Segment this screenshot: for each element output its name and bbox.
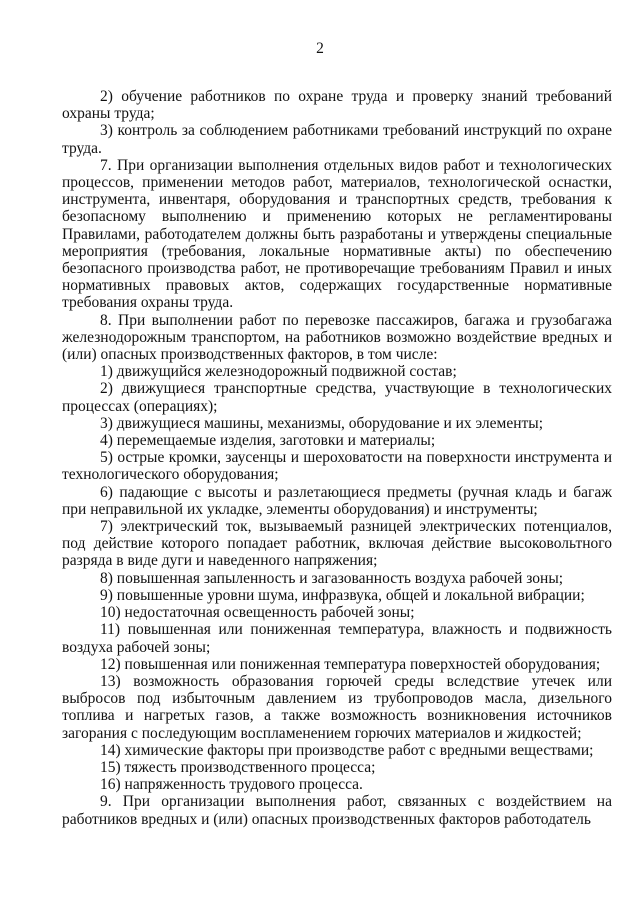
page-number: 2 <box>316 40 324 57</box>
paragraph: 8. При выполнении работ по перевозке пассажиров, багажа и грузобагажа железнодорожным транспортом, на работников возможно воздействие вредных и (или) опасных производственных факторов, в том числе: <box>62 311 612 364</box>
list-item: 10) недостаточная освещенность рабочей зоны; <box>100 604 415 622</box>
paragraph: 2) обучение работников по охране труда и проверку знаний требований охраны труда; <box>62 88 612 123</box>
list-item: 11) повышенная или пониженная температура, влажность и подвижность воздуха рабочей зоны; <box>62 621 612 656</box>
list-item: 9) повышенные уровни шума, инфразвука, общей и локальной вибрации; <box>100 586 585 604</box>
paragraph: 3) контроль за соблюдением работниками требований инструкций по охране труда. <box>62 122 612 157</box>
document-body <box>62 88 612 828</box>
list-item: 16) напряженность трудового процесса. <box>100 776 363 794</box>
list-item: 7) электрический ток, вызываемый разницей электрических потенциалов, под действие которого попадает работник, включая действие высоковольтного разряда в виде дуги и наведенного напряжения; <box>62 518 612 570</box>
list-item: 8) повышенная запыленность и загазованность воздуха рабочей зоны; <box>100 569 564 587</box>
list-item: 4) перемещаемые изделия, заготовки и материалы; <box>100 432 436 450</box>
list-item: 2) движущиеся транспортные средства, участвующие в технологических процессах (операциях); <box>62 380 612 415</box>
list-item: 5) острые кромки, заусенцы и шероховатости на поверхности инструмента и технологического оборудования; <box>62 449 612 484</box>
list-item: 3) движущиеся машины, механизмы, оборудование и их элементы; <box>100 414 544 432</box>
paragraph: 9. При организации выполнения работ, связанных с воздействием на работников вредных и (или) опасных производственных факторов работодатель <box>62 793 612 828</box>
list-item: 13) возможность образования горючей среды вследствие утечек или выбросов под избыточным давлением из трубопроводов масла, дизельного топлива и нагретых газов, а также возможность возникновения источников загорания с последующим воспламенением горючих материалов и жидкостей; <box>62 672 612 742</box>
list-item: 14) химические факторы при производстве работ с вредными веществами; <box>100 741 594 759</box>
list-item: 12) повышенная или пониженная температура поверхностей оборудования; <box>100 655 601 673</box>
list-item: 6) падающие с высоты и разлетающиеся предметы (ручная кладь и багаж при неправильной их укладке, элементы оборудования) и инструменты; <box>62 483 612 518</box>
list-item: 1) движущийся железнодорожный подвижной состав; <box>100 363 457 381</box>
list-item: 15) тяжесть производственного процесса; <box>100 758 376 776</box>
paragraph: 7. При организации выполнения отдельных видов работ и технологических процессов, применении методов работ, материалов, технологической оснастки, инструмента, инвентаря, оборудования и транспортных средств, требования к безопасному выполнению и применению которых не регламентированы Правилами, работодателем должны быть разработаны и утверждены специальные мероприятия (требования, локальные нормативные акты) по обеспечению безопасного производства работ, не противоречащие требованиям Правил и иных нормативных правовых актов, содержащих государственные нормативные требования охраны труда. <box>62 156 612 312</box>
